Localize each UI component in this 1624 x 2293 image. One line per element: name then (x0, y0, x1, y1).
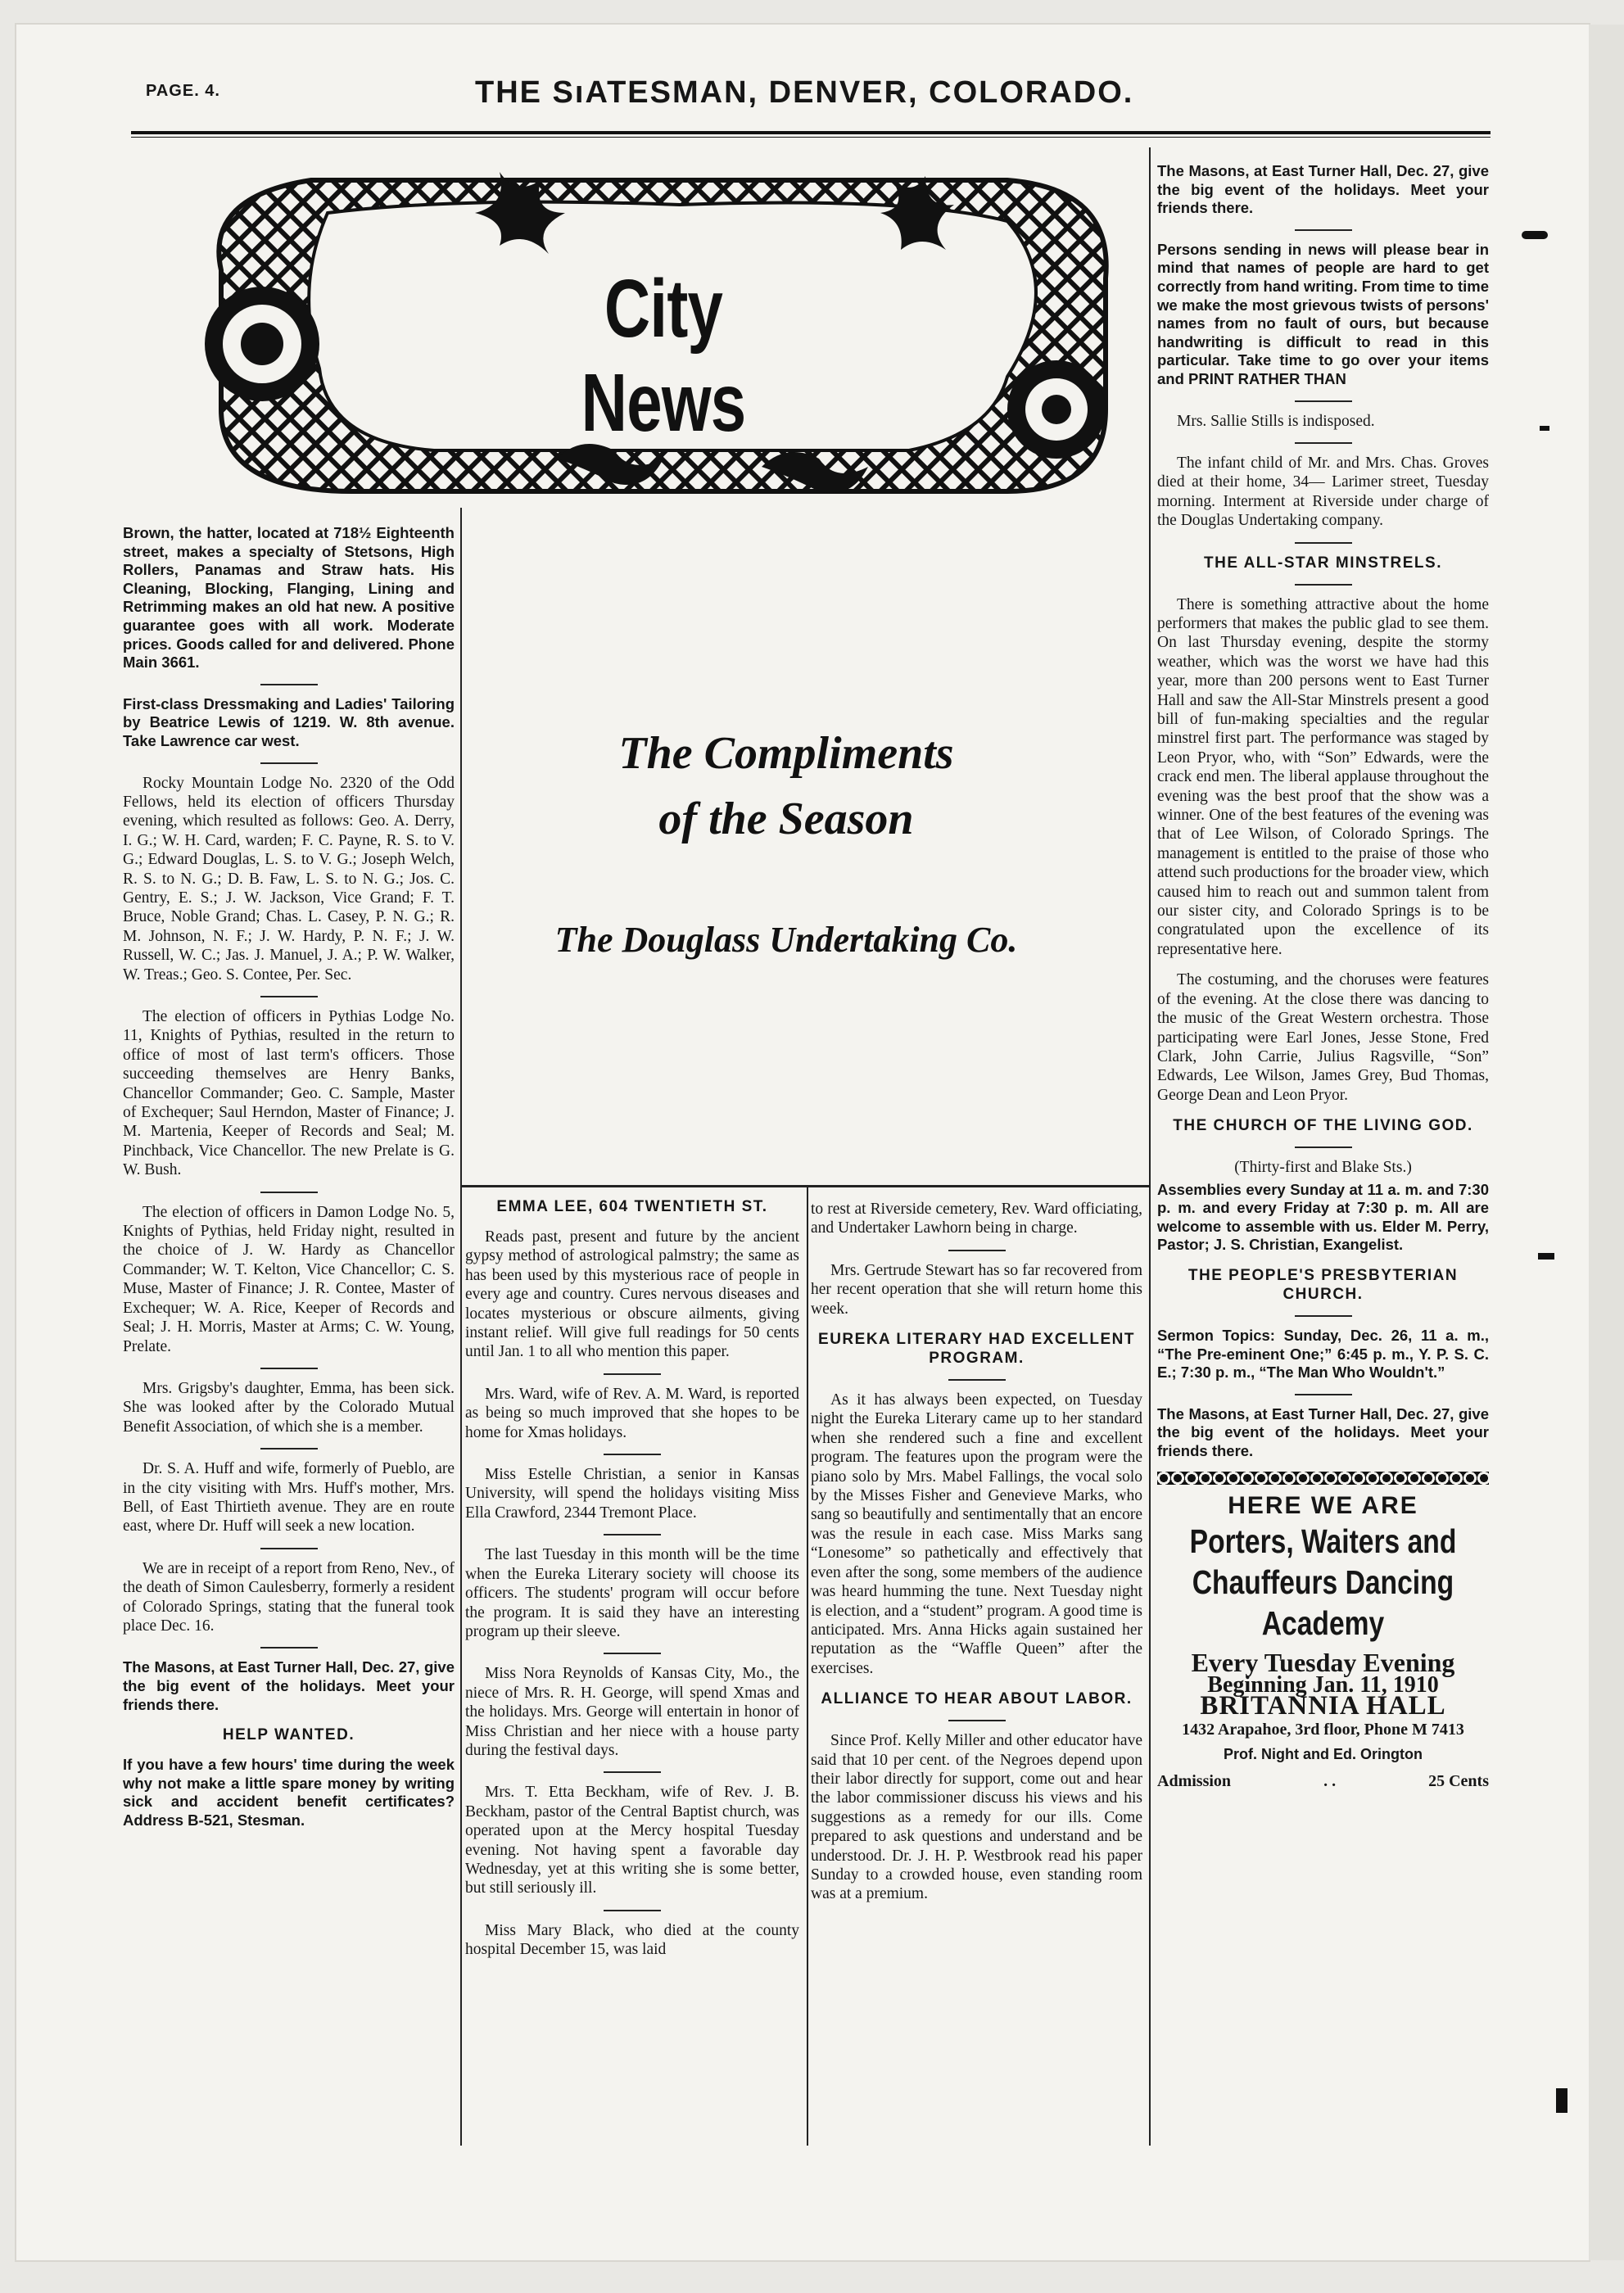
presbyterian-heading: THE PEOPLE'S PRESBYTERIAN CHURCH. (1187, 1266, 1459, 1303)
separator (1295, 542, 1352, 544)
emma-lee-heading: EMMA LEE, 604 TWENTIETH ST. (496, 1198, 768, 1215)
article-alliance: Since Prof. Kelly Miller and other educator have said that 10 per cent. of the Negroes depend upon their labor directly for support, come out and hear the labor commissioner discuss his views and his suggestions as a remedy for our ills. Come prepared to ask questions and understand and be understood. Dr. J. H. P. Westbrook read his paper Sunday to a crowded house, even standing room was at a premium. (811, 1732, 1142, 1903)
ad-line-season: of the Season (658, 794, 914, 844)
masthead-title: THE SıATESMAN, DENVER, COLORADO. (475, 75, 1134, 110)
city-news-banner (188, 164, 1130, 512)
column-divider (807, 1187, 808, 2146)
article-stills: Mrs. Sallie Stills is indisposed. (1177, 412, 1375, 430)
ad-line-company: The Douglass Undertaking Co. (554, 920, 1018, 960)
separator (948, 1250, 1006, 1251)
column-4 (1157, 162, 1489, 1791)
separator (604, 1534, 661, 1535)
column-3 (811, 1200, 1142, 1915)
column-divider (1149, 147, 1151, 2146)
article-groves: The infant child of Mr. and Mrs. Chas. Groves died at their home, 34— Larimer street, Tuesday morning. Interment at Riverside under charge of the Douglas Undertaking company. (1157, 454, 1489, 530)
separator (260, 1548, 318, 1549)
article-masons: The Masons, at East Turner Hall, Dec. 27, give the big event of the holidays. Meet your friends there. (123, 1658, 455, 1713)
admission-label: Admission (1157, 1771, 1232, 1790)
separator (1295, 400, 1352, 402)
academy-profs: Prof. Night and Ed. Orington (1224, 1745, 1423, 1762)
separator (260, 762, 318, 764)
separator (260, 1448, 318, 1450)
article-nora-reynolds: Miss Nora Reynolds of Kansas City, Mo., the niece of Mrs. R. H. George, will spend Xmas and the holidays. Mrs. George will entertain in honor of Miss Christian and her niece with a house party during the festival days. (465, 1665, 799, 1759)
article-masons-top: The Masons, at East Turner Hall, Dec. 27, give the big event of the holidays. Meet your friends there. (1157, 162, 1489, 217)
academy-here: HERE WE ARE (1228, 1492, 1418, 1520)
scan-mark (1522, 231, 1548, 239)
column-1 (123, 524, 455, 1842)
scan-mark (1540, 426, 1549, 431)
header-rule (131, 131, 1491, 138)
separator (604, 1373, 661, 1375)
article-living-god: Assemblies every Sunday at 11 a. m. and 7:30 p. m. and every Friday at 7:30 p. m. All are welcome to assemble with us. Elder M. Perry, Pastor; J. S. Christian, Exangelist. (1157, 1180, 1489, 1254)
separator (1295, 442, 1352, 444)
city-news-title: City News (581, 263, 746, 449)
article-eureka-election: The last Tuesday in this month will be the time when the Eureka Literary society will choose its officers. The students' program will occur before the program. It is said they have an interesting program up their sleeve. (465, 1546, 799, 1640)
ad-bottom-rule (460, 1185, 1149, 1187)
separator (1295, 584, 1352, 586)
separator (604, 1771, 661, 1773)
separator (1295, 229, 1352, 231)
separator (260, 1368, 318, 1369)
article-help-wanted: If you have a few hours' time during the week why not make a little spare money by writing sick and accident benefit certificates? Address B-521, Stesman. (123, 1756, 455, 1829)
article-grigsby: Mrs. Grigsby's daughter, Emma, has been sick. She was looked after by the Colorado Mutual Benefit Association, of which she is a member. (123, 1379, 455, 1436)
column-2 (465, 1197, 799, 1971)
minstrels-heading: THE ALL-STAR MINSTRELS. (1204, 554, 1442, 572)
scan-mark (1538, 1253, 1554, 1260)
article-minstrels-1: There is something attractive about the home performers that makes the public glad to see them. On last Thursday evening, despite the stormy weather, which was the worst we have had this year, more than 200 persons went to East Turner Hall and saw the All-Star Minstrels present a good bill of fun-making specialties and the regular minstrel first part. The performance was staged by Leon Pryor, who, with “Son” Edwards, were the crack end men. The liberal applause throughout the evening was the best proof that the show was a winner. One of the best features of the evening was that of Lee Wilson, of Colorado Springs. The management is entitled to the praise of those who attend such productions for the broader view, which caused him to reach out and summon talent from our sister city, and Colorado Springs is to be congratulated upon the excellence of its representative here. (1157, 595, 1489, 958)
academy-every: Every Tuesday Evening (1191, 1647, 1455, 1677)
undertaker-ad (459, 721, 1114, 961)
separator (604, 1910, 661, 1911)
help-wanted-heading: HELP WANTED. (222, 1726, 355, 1744)
article-hatter: Brown, the hatter, located at 718½ Eighteenth street, makes a specialty of Stetsons, High Rollers, Panamas and Straw hats. His Cleaning, Blocking, Flanging, Lining and Retrimming makes an old hat new. A positive guarantee goes with all work. Moderate prices. Goods called for and delivered. Phone Main 3661. (123, 524, 455, 672)
separator (260, 1647, 318, 1649)
living-god-address: (Thirty-first and Blake Sts.) (1234, 1159, 1412, 1177)
separator (260, 996, 318, 997)
separator (604, 1454, 661, 1455)
article-mrs-ward: Mrs. Ward, wife of Rev. A. M. Ward, is reported as being so much improved that she hopes to be home for Xmas holidays. (465, 1385, 799, 1441)
article-huff: Dr. S. A. Huff and wife, formerly of Pueblo, are in the city visiting with Mrs. Huff's mother, Mrs. Bell, of East Thirtieth avenue. They are en route east, where Dr. Huff will seek a new location. (123, 1460, 455, 1535)
article-mary-black: Miss Mary Black, who died at the county hospital December 15, was laid (465, 1921, 799, 1959)
academy-name: Porters, Waiters and Chauffeurs Dancing Academy (1189, 1522, 1457, 1642)
separator (604, 1653, 661, 1654)
separator (1295, 1146, 1352, 1148)
admission-dots: . . (1323, 1771, 1337, 1790)
separator (948, 1379, 1006, 1381)
admission-price: 25 Cents (1428, 1771, 1489, 1790)
article-minstrels-2: The costuming, and the choruses were features of the evening. At the close there was dancing to the music of the Great Western orchestra. Those participating were Earl Jones, Jesse Stone, Fred Clark, John Carrie, Julius Ragsville, “Son” Edwards, Lee Wilson, James Grey, Bud Thomas, George Dean and Leon Pryor. (1157, 971, 1489, 1104)
eureka-heading: EUREKA LITERARY HAD EXCELLENT PROGRAM. (818, 1331, 1135, 1368)
page-number: PAGE. 4. (146, 82, 220, 100)
article-caulesberry: We are in receipt of a report from Reno, Nev., of the death of Simon Caulesberry, formerly a resident of Colorado Springs, stating that the funeral took place Dec. 16. (123, 1559, 455, 1635)
article-presbyterian: Sermon Topics: Sunday, Dec. 26, 11 a. m., “The Pre-eminent One;” 6:45 p. m., Y. P. S. C. E.; 7:30 p. m., “The Man Who Wouldn't.” (1157, 1326, 1489, 1382)
separator (260, 684, 318, 685)
separator (1295, 1394, 1352, 1395)
scan-margin (1589, 25, 1624, 2260)
article-beckham: Mrs. T. Etta Beckham, wife of Rev. J. B. Beckham, pastor of the Central Baptist church, was operated upon at the Mercy hospital Tuesday evening. Not having spent a favorable day Wednesday, yet at this writing she is some better, but still seriously ill. (465, 1784, 799, 1897)
article-pythias-lodge: The election of officers in Pythias Lodge No. 11, Knights of Pythias, resulted in the return to office of most of last term's officers. Those succeeding themselves are Henry Banks, Chancellor Commander; Geo. C. Sample, Master of Exchequer; Saul Herndon, Master of Finance; J. M. Martenia, Keeper of Records and Seal; M. Pinchback, Vice Chancellor. The new Prelate is G. W. Bush. (123, 1008, 455, 1179)
article-name-notice: Persons sending in news will please bear in mind that names of people are hard to get correctly from hand writing. From time to time we make the most grievous twists of persons' names from no fault of ours, but because handwriting is difficult to read in this particular. Take time to go over your items and PRINT RATHER THAN (1157, 240, 1489, 387)
separator (948, 1720, 1006, 1721)
separator (1295, 1315, 1352, 1317)
article-mary-black-cont: to rest at Riverside cemetery, Rev. Ward officiating, and Undertaker Lawhorn being in charge. (811, 1201, 1142, 1237)
academy-begin: Beginning Jan. 11, 1910 (1207, 1672, 1439, 1698)
article-masons-bottom: The Masons, at East Turner Hall, Dec. 27, give the big event of the holidays. Meet your friends there. (1157, 1404, 1489, 1459)
article-estelle-christian: Miss Estelle Christian, a senior in Kansas University, will spend the holidays visiting Miss Ella Crawford, 2344 Tremont Place. (465, 1466, 799, 1522)
academy-hall: BRITANNIA HALL (1200, 1690, 1446, 1721)
article-eureka: As it has always been expected, on Tuesday night the Eureka Literary came up to her standard when she rendered such a fine and excellent program. The features upon the program were the piano solo by Mrs. Mabel Fallings, the vocal solo by the Misses Fisher and Genevieve Marks, who sang so beautifully and sentimentally that an encore was the resule in each case. Miss Marks sang “Lonesome” so pathetically and effectively that even after the song, some members of the audience was heard humming the tune. Next Tuesday night is election, and a “student” program. A good time is anticipated. Mrs. Anna Hicks again sustained her reputation as the “Waffle Queen” after the exercises. (811, 1391, 1142, 1677)
chain-border (1157, 1472, 1489, 1485)
article-emma-lee: Reads past, present and future by the ancient gypsy method of astrological palmstry; the same as has been used by this mysterious race of people in every age and country. Cures nervous diseases and locates mysterious or obscure ailments, giving instant relief. Will give full readings for 50 cents until Jan. 1 to all who mention this paper. (465, 1228, 799, 1361)
academy-admission (1157, 1772, 1489, 1791)
dancing-academy-ad (1157, 1492, 1489, 1791)
article-damon-lodge: The election of officers in Damon Lodge No. 5, Knights of Pythias, held Friday night, resulted in the choice of J. W. Hardy as Chancellor Commander; W. T. Kelton, Vice Chancellor; C. S. Muse, Master of Finance; J. R. Contee, Master of Exchequer; W. A. Rice, Keeper of Records and Seal; J. H. Morris, Master at Arms; C. W. Young, Prelate. (123, 1203, 455, 1355)
article-stewart: Mrs. Gertrude Stewart has so far recovered from her recent operation that she will return home this week. (811, 1261, 1142, 1318)
article-odd-fellows: Rocky Mountain Lodge No. 2320 of the Odd Fellows, held its election of officers Thursday evening, which resulted as follows: Geo. A. Derry, I. G.; W. H. Card, warden; F. C. Payne, R. S. to V. G.; Edward Douglas, L. S. to V. G.; Joseph Welch, R. S. to N. G.; D. B. Faw, L. S. to N. G.; Jos. C. Gentry, E. S.; J. W. Jackson, Vice Grand; F. T. Bruce, Noble Grand; Chas. L. Casey, P. N. G.; R. M. Johnson, N. F.; J. W. Hardy, P. N. F.; J. W. Russell, W. C.; Jas. J. Manuel, J. A.; P. W. Walker, W. Treas.; Geo. S. Contee, Per. Sec. (123, 774, 455, 984)
living-god-heading: THE CHURCH OF THE LIVING GOD. (1173, 1117, 1473, 1135)
scan-mark (1556, 2088, 1567, 2113)
ad-line-compliments: The Compliments (618, 728, 954, 779)
alliance-heading: ALLIANCE TO HEAR ABOUT LABOR. (821, 1690, 1133, 1708)
academy-address: 1432 Arapahoe, 3rd floor, Phone M 7413 (1182, 1721, 1464, 1739)
article-dressmaking: First-class Dressmaking and Ladies' Tailoring by Beatrice Lewis of 1219. W. 8th avenue. Take Lawrence car west. (123, 694, 455, 749)
separator (260, 1192, 318, 1193)
